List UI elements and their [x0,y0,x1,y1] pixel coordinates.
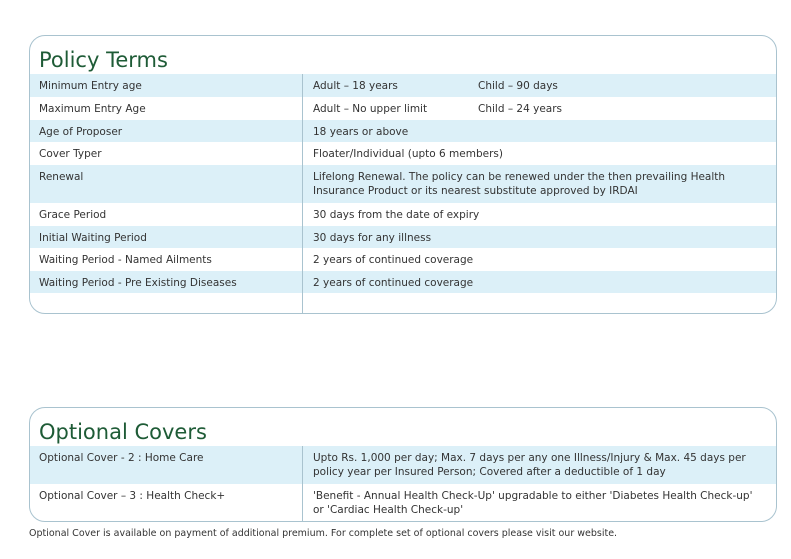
footnote: Optional Cover is available on payment of additional premium. For complete set of optional covers please visit our website. [29,528,618,539]
table-row [30,271,776,293]
row-value: 30 days for any illness [313,232,432,244]
child-value: Child – 90 days [478,80,558,92]
policy-terms-table [30,74,776,314]
row-value: 18 years or above [313,126,409,138]
row-label: Age of Proposer [39,126,123,138]
row-value: 2 years of continued coverage [313,254,474,266]
row-label: Waiting Period - Pre Existing Diseases [39,277,237,289]
row-value [303,97,776,120]
table-row [30,203,776,226]
row-label: Minimum Entry age [39,80,142,92]
child-value: Child – 24 years [478,103,563,115]
row-value: Floater/Individual (upto 6 members) [313,148,503,160]
row-label: Maximum Entry Age [39,103,146,115]
optional-covers-table [30,446,776,522]
row-label: Grace Period [39,209,107,221]
row-value: Lifelong Renewal. The policy can be renewed under the then prevailing Health Insurance Product or its nearest substitute approved by IRDAI [313,171,726,197]
adult-value: Adult – No upper limit [313,103,428,115]
table-row [30,165,776,203]
row-value: 'Benefit - Annual Health Check-Up' upgradable to either 'Diabetes Health Check-up' or 'Cardiac Health Check-up' [313,490,753,516]
row-value [303,74,776,97]
row-label: Optional Cover – 3 : Health Check+ [39,490,226,502]
adult-value: Adult – 18 years [313,80,398,92]
table-row [30,446,776,484]
row-value: Upto Rs. 1,000 per day; Max. 7 days per any one Illness/Injury & Max. 45 days per policy year per Insured Person; Covered after a deductible of 1 day [313,452,746,478]
row-label: Renewal [39,171,84,183]
table-row [30,226,776,248]
table-row [30,74,776,97]
row-value: 2 years of continued coverage [313,277,474,289]
table-row-empty [30,293,776,314]
optional-covers-panel [29,407,777,522]
column-divider [302,446,303,522]
row-label: Initial Waiting Period [39,232,147,244]
row-value: 30 days from the date of expiry [313,209,480,221]
policy-terms-panel [29,35,777,314]
column-divider [302,74,303,314]
table-row [30,142,776,165]
row-label: Waiting Period - Named Ailments [39,254,212,266]
table-row [30,484,776,522]
optional-covers-title: Optional Covers [39,420,207,444]
row-label: Cover Typer [39,148,102,160]
row-label: Optional Cover - 2 : Home Care [39,452,204,464]
table-row [30,97,776,120]
table-row [30,120,776,142]
table-row [30,248,776,271]
policy-terms-title: Policy Terms [39,48,168,72]
